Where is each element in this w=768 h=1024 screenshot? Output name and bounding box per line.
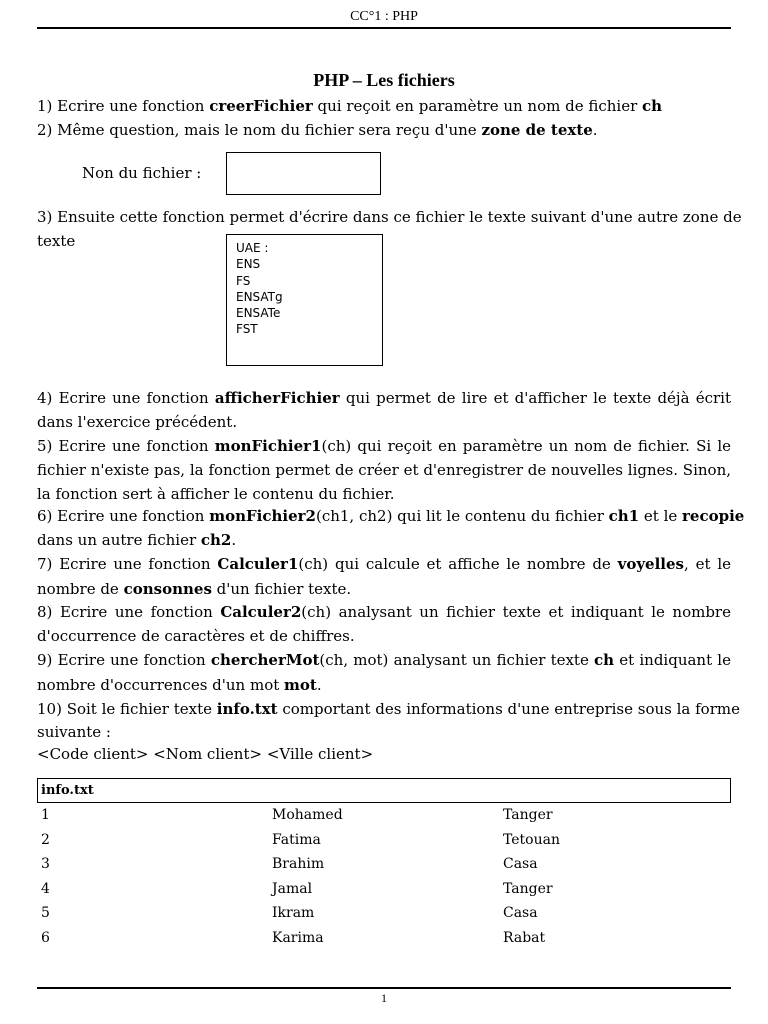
question-9-line-1: 9) Ecrire une fonction chercherMot(ch, mot) analysant un fichier texte ch et indiquant le (37, 651, 731, 669)
question-4-line-2: dans l'exercice précédent. (37, 413, 238, 431)
table-cell-code: 3 (41, 856, 50, 872)
page-header: CC°1 : PHP (350, 9, 418, 24)
question-5-line-2: fichier n'existe pas, la fonction permet de créer et d'enregistrer de nouvelles lignes. Sinon, (37, 461, 731, 479)
document-title: PHP – Les fichiers (313, 70, 455, 90)
question-10-line-2: suivante : (37, 723, 111, 741)
question-10-line-3: <Code client> <Nom client> <Ville client> (37, 745, 374, 763)
question-7-line-1: 7) Ecrire une fonction Calculer1(ch) qui calcule et affiche le nombre de voyelles, et le (37, 555, 731, 573)
table-cell-city: Casa (503, 905, 538, 921)
table-row (37, 828, 731, 852)
table-row (37, 852, 731, 876)
question-5-line-1: 5) Ecrire une fonction monFichier1(ch) qui reçoit en paramètre un nom de fichier. Si le (37, 437, 731, 455)
table-cell-code: 2 (41, 832, 50, 848)
table-cell-name: Brahim (272, 856, 325, 872)
table-cell-city: Tetouan (503, 832, 560, 848)
table-cell-name: Fatima (272, 832, 321, 848)
question-5-line-3: la fonction sert à afficher le contenu du fichier. (37, 485, 395, 503)
question-6-line-2: dans un autre fichier ch2. (37, 531, 237, 549)
question-9-line-2: nombre d'occurrences d'un mot mot. (37, 676, 322, 694)
table-cell-city: Rabat (503, 930, 546, 946)
question-7-line-2: nombre de consonnes d'un fichier texte. (37, 580, 352, 598)
question-3-line-2: texte (37, 232, 76, 250)
question-8-line-1: 8) Ecrire une fonction Calculer2(ch) analysant un fichier texte et indiquant le nombre (37, 603, 731, 621)
table-cell-name: Karima (272, 930, 324, 946)
table-row (37, 877, 731, 901)
text-area-line: FST (236, 322, 258, 337)
table-cell-name: Jamal (272, 881, 313, 897)
table-row (37, 901, 731, 925)
table-cell-city: Tanger (503, 807, 553, 823)
table-cell-name: Mohamed (272, 807, 343, 823)
table-cell-code: 4 (41, 881, 50, 897)
table-cell-code: 5 (41, 905, 50, 921)
text-area-line: UAE : (236, 241, 269, 255)
text-area[interactable] (226, 234, 383, 366)
table-cell-code: 1 (41, 807, 50, 823)
question-1: 1) Ecrire une fonction creerFichier qui reçoit en paramètre un nom de fichier ch (37, 97, 663, 115)
header-rule (37, 27, 731, 29)
table-row (37, 926, 731, 950)
page-number: 1 (381, 991, 387, 1005)
question-10-line-1: 10) Soit le fichier texte info.txt comportant des informations d'une entreprise sous la forme (37, 700, 740, 718)
filename-label: Non du fichier : (82, 164, 202, 182)
table-cell-name: Ikram (272, 905, 315, 921)
text-area-line: ENSATe (236, 306, 281, 321)
table-header: info.txt (37, 778, 731, 803)
question-4-line-1: 4) Ecrire une fonction afficherFichier qui permet de lire et d'afficher le texte déjà écrit (37, 389, 731, 407)
table-cell-city: Tanger (503, 881, 553, 897)
question-6-line-1: 6) Ecrire une fonction monFichier2(ch1, ch2) qui lit le contenu du fichier ch1 et le recopie (37, 507, 745, 525)
table-row (37, 803, 731, 827)
table-cell-city: Casa (503, 856, 538, 872)
table-cell-code: 6 (41, 930, 50, 946)
text-area-line: ENSATg (236, 289, 283, 304)
question-8-line-2: d'occurrence de caractères et de chiffres. (37, 627, 355, 645)
footer-rule (37, 987, 731, 989)
text-area-line: FS (236, 273, 251, 288)
question-3-line-1: 3) Ensuite cette fonction permet d'écrire dans ce fichier le texte suivant d'une autre zone de (37, 208, 742, 226)
filename-input[interactable] (226, 152, 381, 195)
text-area-line: ENS (236, 257, 261, 272)
question-2: 2) Même question, mais le nom du fichier sera reçu d'une zone de texte. (37, 121, 598, 139)
